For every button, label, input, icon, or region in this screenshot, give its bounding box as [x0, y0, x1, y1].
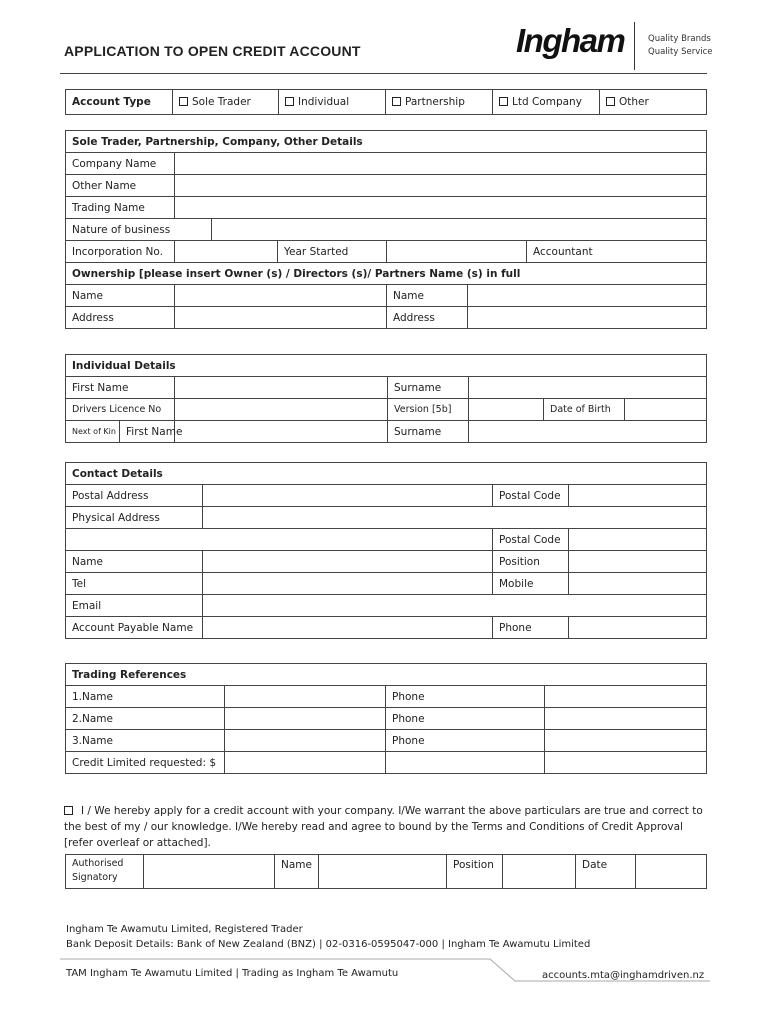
contact-table: [65, 462, 707, 639]
authorised-signatory-label: Authorised Signatory: [66, 855, 144, 889]
dob-field[interactable]: [625, 399, 707, 421]
kin-first-name-label: First Name: [120, 421, 175, 443]
postal-address-field[interactable]: [203, 485, 493, 507]
ref1-phone-field[interactable]: [545, 686, 707, 708]
ref2-name-field[interactable]: [225, 708, 386, 730]
account-payable-field[interactable]: [203, 617, 493, 639]
surname-label: Surname: [388, 377, 469, 399]
mobile-label: Mobile: [493, 573, 569, 595]
declaration: [64, 803, 709, 851]
credit-limit-label: Credit Limited requested: $: [66, 752, 225, 774]
footer-trading-as: TAM Ingham Te Awamutu Limited | Trading as Ingham Te Awamutu: [66, 968, 399, 979]
declaration-checkbox-icon[interactable]: [64, 806, 73, 815]
position-label: Position: [493, 551, 569, 573]
ref1-phone-label: Phone: [386, 686, 545, 708]
checkbox-icon[interactable]: [606, 97, 615, 106]
declaration-text: I / We hereby apply for a credit account with your company. I/We warrant the above particulars are true and correct to the best of my / our knowledge. I/We hereby read and agree to bound by the Terms and Conditions of Credit Approval [refer overleaf or attached].: [64, 805, 703, 849]
sole-trader-table: [65, 130, 707, 329]
kin-surname-field[interactable]: [469, 421, 707, 443]
physical-postal-code-field[interactable]: [569, 529, 707, 551]
checkbox-icon[interactable]: [392, 97, 401, 106]
signatory-name-label: Name: [275, 855, 319, 889]
individual-heading: Individual Details: [66, 355, 707, 377]
checkbox-icon[interactable]: [499, 97, 508, 106]
company-name-label: Company Name: [66, 153, 175, 175]
trading-name-field[interactable]: [175, 197, 707, 219]
signatory-date-field[interactable]: [636, 855, 707, 889]
accountant-label: Accountant: [527, 241, 707, 263]
version-field[interactable]: [469, 399, 544, 421]
option-sole-trader[interactable]: Sole Trader: [173, 90, 279, 115]
mobile-field[interactable]: [569, 573, 707, 595]
references-heading: Trading References: [66, 664, 707, 686]
email-label: Email: [66, 595, 203, 617]
postal-code-field[interactable]: [569, 485, 707, 507]
footer-registered-trader: Ingham Te Awamutu Limited, Registered Trader: [66, 924, 303, 935]
surname-field[interactable]: [469, 377, 707, 399]
ref3-name-field[interactable]: [225, 730, 386, 752]
physical-postal-code-label: Postal Code: [493, 529, 569, 551]
physical-address-field[interactable]: [203, 507, 707, 529]
incorporation-no-field[interactable]: [175, 241, 278, 263]
logo-divider: [634, 22, 635, 70]
checkbox-icon[interactable]: [179, 97, 188, 106]
postal-address-label: Postal Address: [66, 485, 203, 507]
signatory-signature-field[interactable]: [144, 855, 275, 889]
company-name-field[interactable]: [175, 153, 707, 175]
tel-field[interactable]: [203, 573, 493, 595]
owner2-address-field[interactable]: [468, 307, 707, 329]
ownership-heading: Ownership [please insert Owner (s) / Directors (s)/ Partners Name (s) in full: [66, 263, 707, 285]
year-started-field[interactable]: [387, 241, 527, 263]
nature-of-business-field[interactable]: [212, 219, 707, 241]
drivers-licence-field[interactable]: [175, 399, 388, 421]
sole-trader-heading: Sole Trader, Partnership, Company, Other Details: [66, 131, 707, 153]
ingham-logo: Ingham: [516, 22, 625, 59]
ref3-name-label: 3.Name: [66, 730, 225, 752]
owner-name-label: Name: [66, 285, 175, 307]
owner-address-field[interactable]: [175, 307, 387, 329]
other-name-label: Other Name: [66, 175, 175, 197]
kin-surname-label: Surname: [388, 421, 469, 443]
next-of-kin-label: Next of Kin: [66, 421, 120, 443]
tagline-brands: Quality Brands: [648, 34, 711, 44]
header-rule: [60, 73, 707, 74]
signatory-position-label: Position: [447, 855, 503, 889]
incorporation-no-label: Incorporation No.: [66, 241, 175, 263]
ref3-phone-field[interactable]: [545, 730, 707, 752]
option-other[interactable]: Other: [600, 90, 707, 115]
account-type-label: Account Type: [66, 90, 173, 115]
contact-name-field[interactable]: [203, 551, 493, 573]
signatory-table: [65, 854, 707, 889]
signatory-position-field[interactable]: [503, 855, 576, 889]
phone-label: Phone: [493, 617, 569, 639]
signatory-date-label: Date: [576, 855, 636, 889]
version-label: Version [5b]: [388, 399, 469, 421]
owner-name-field[interactable]: [175, 285, 387, 307]
ref3-phone-label: Phone: [386, 730, 545, 752]
owner-address-label: Address: [66, 307, 175, 329]
position-field[interactable]: [569, 551, 707, 573]
first-name-field[interactable]: [175, 377, 388, 399]
option-partnership[interactable]: Partnership: [386, 90, 493, 115]
ref1-name-label: 1.Name: [66, 686, 225, 708]
owner2-name-label: Name: [387, 285, 468, 307]
dob-label: Date of Birth: [544, 399, 625, 421]
ref1-name-field[interactable]: [225, 686, 386, 708]
tagline-service: Quality Service: [648, 47, 713, 57]
option-ltd-company[interactable]: Ltd Company: [493, 90, 600, 115]
account-type-table: [65, 89, 707, 115]
option-individual[interactable]: Individual: [279, 90, 386, 115]
physical-address-label: Physical Address: [66, 507, 203, 529]
phone-field[interactable]: [569, 617, 707, 639]
contact-heading: Contact Details: [66, 463, 707, 485]
ref2-phone-field[interactable]: [545, 708, 707, 730]
other-name-field[interactable]: [175, 175, 707, 197]
account-payable-label: Account Payable Name: [66, 617, 203, 639]
year-started-label: Year Started: [278, 241, 387, 263]
nature-of-business-label: Nature of business: [66, 219, 212, 241]
email-field[interactable]: [203, 595, 707, 617]
ref2-phone-label: Phone: [386, 708, 545, 730]
trading-name-label: Trading Name: [66, 197, 175, 219]
checkbox-icon[interactable]: [285, 97, 294, 106]
credit-limit-field[interactable]: [225, 752, 386, 774]
owner2-name-field[interactable]: [468, 285, 707, 307]
drivers-licence-label: Drivers Licence No: [66, 399, 175, 421]
signatory-name-field[interactable]: [319, 855, 447, 889]
credit-limit-extra-1[interactable]: [386, 752, 545, 774]
individual-table: [65, 354, 707, 443]
owner2-address-label: Address: [387, 307, 468, 329]
footer-company-info: [66, 922, 590, 952]
first-name-label: First Name: [66, 377, 175, 399]
contact-name-label: Name: [66, 551, 203, 573]
references-table: [65, 663, 707, 774]
ref2-name-label: 2.Name: [66, 708, 225, 730]
footer-email[interactable]: accounts.mta@inghamdriven.nz: [542, 970, 705, 981]
page-title: APPLICATION TO OPEN CREDIT ACCOUNT: [64, 43, 361, 59]
tel-label: Tel: [66, 573, 203, 595]
physical-address-field-2[interactable]: [66, 529, 493, 551]
kin-first-name-field[interactable]: [175, 421, 388, 443]
footer-bank-details: Bank Deposit Details: Bank of New Zealand (BNZ) | 02-0316-0595047-000 | Ingham Te Awamutu Limited: [66, 939, 591, 950]
postal-code-label: Postal Code: [493, 485, 569, 507]
credit-limit-extra-2[interactable]: [545, 752, 707, 774]
